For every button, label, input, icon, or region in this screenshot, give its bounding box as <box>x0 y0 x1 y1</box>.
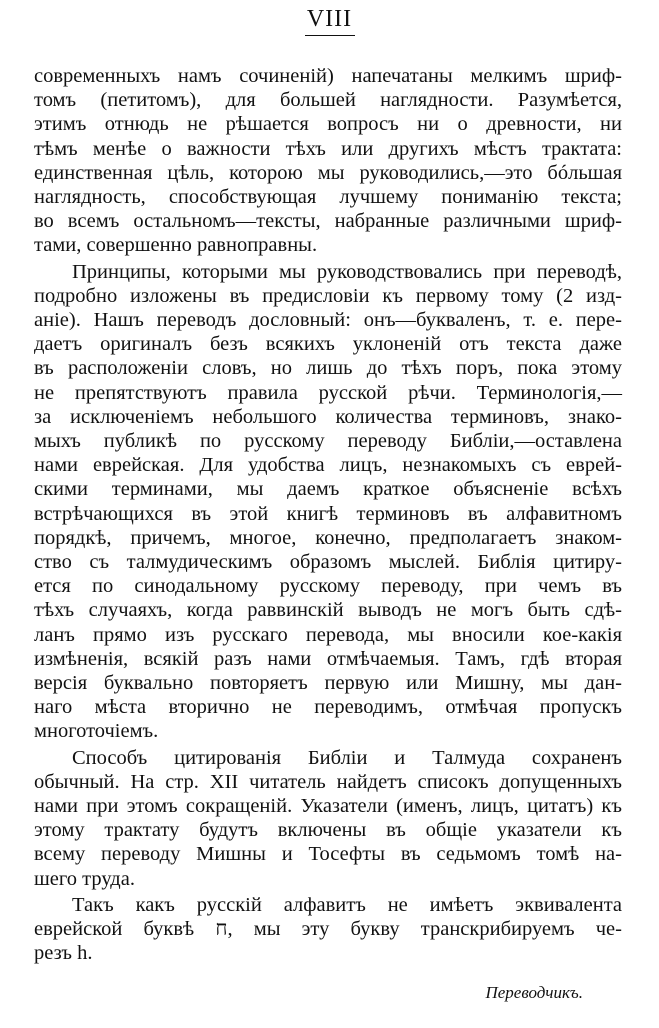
text-line: шего труда. <box>34 868 135 890</box>
text-line: наглядность, способствующая лучшему пониманію текста; <box>34 186 622 208</box>
text-line: порядкѣ, причемъ, многое, конечно, предполагаетъ знаком- <box>34 527 622 549</box>
text-line: во всемъ остальномъ—тексты, набранные различными шриф- <box>34 210 622 232</box>
text-line: нами при этомъ сокращеній. Указатели (именъ, лицъ, цитатъ) къ <box>34 795 622 817</box>
text-line: тѣмъ менѣе о важности тѣхъ или другихъ мѣстъ трактата: <box>34 138 622 160</box>
text-line: версія буквально повторяетъ первую или Мишну, мы дан- <box>34 672 622 694</box>
text-line: резъ h. <box>34 942 93 964</box>
text-line: ется по синодальному русскому переводу, при чемъ въ <box>34 575 622 597</box>
text-line: въ расположеніи словъ, но лишь до тѣхъ поръ, пока этому <box>34 357 622 379</box>
text-line: многоточіемъ. <box>34 720 159 742</box>
text-line: встрѣчающихся въ этой книгѣ терминовъ въ алфавитномъ <box>34 503 622 525</box>
text-line: тами, совершенно равноправны. <box>34 234 318 256</box>
text-line: подробно изложены въ предисловіи къ первому тому (2 изд- <box>34 285 622 307</box>
text-line: нами еврейская. Для удобства лицъ, незнакомыхъ съ еврей- <box>34 454 622 476</box>
text-line: даетъ оригиналъ безъ всякихъ уклоненій отъ текста даже <box>34 333 622 355</box>
text-line: Способъ цитированія Библіи и Талмуда сохраненъ <box>72 747 622 769</box>
text-line: аніе). Нашъ переводъ дословный: онъ—букваленъ, т. е. пере- <box>34 309 622 331</box>
text-line: не препятствуютъ правила русской рѣчи. Терминологія,— <box>34 382 622 404</box>
text-line: Такъ какъ русскій алфавитъ не имѣетъ эквивалента <box>72 894 622 916</box>
text-line: обычный. На стр. XII читатель найдетъ списокъ допущенныхъ <box>34 771 622 793</box>
text-line: тѣхъ случаяхъ, когда раввинскій выводъ не могъ быть сдѣ- <box>34 599 622 621</box>
text-line: Принципы, которыми мы руководствовались при переводѣ, <box>72 261 622 283</box>
text-line: за исключеніемъ небольшого количества терминовъ, знако- <box>34 406 622 428</box>
page-number-underline <box>305 35 355 36</box>
page-number: VIII <box>306 6 353 32</box>
text-line: ство съ талмудическимъ образомъ мыслей. Библія цитиру- <box>34 551 622 573</box>
text-line: скими терминами, мы даемъ краткое объясненіе всѣхъ <box>34 478 622 500</box>
text-line: единственная цѣль, которою мы руководились,—это бóльшая <box>34 162 622 184</box>
text-line: измѣненія, всякій разъ нами отмѣчаемыя. Тамъ, гдѣ вторая <box>34 648 622 670</box>
signature: Переводчикъ. <box>485 983 583 1002</box>
text-line: мыхъ публикѣ по русскому переводу Библіи,—оставлена <box>34 430 622 452</box>
text-line: наго мѣста вторично не переводимъ, отмѣчая пропускъ <box>34 696 622 718</box>
text-line: этому трактату будутъ включены въ общіе указатели къ <box>34 819 622 841</box>
text-line: томъ (петитомъ), для большей наглядности. Разумѣется, <box>34 89 622 111</box>
text-line: ланъ прямо изъ русскаго перевода, мы вносили кое-какія <box>34 624 622 646</box>
text-line: современныхъ намъ сочиненій) напечатаны мелкимъ шриф- <box>34 65 622 87</box>
text-line: еврейской буквѣ ח, мы эту букву транскрибируемъ че- <box>34 918 622 940</box>
text-line: этимъ отнюдь не рѣшается вопросъ ни о древности, ни <box>34 113 622 135</box>
text-line: всему переводу Мишны и Тосефты въ седьмомъ томѣ на- <box>34 843 622 865</box>
